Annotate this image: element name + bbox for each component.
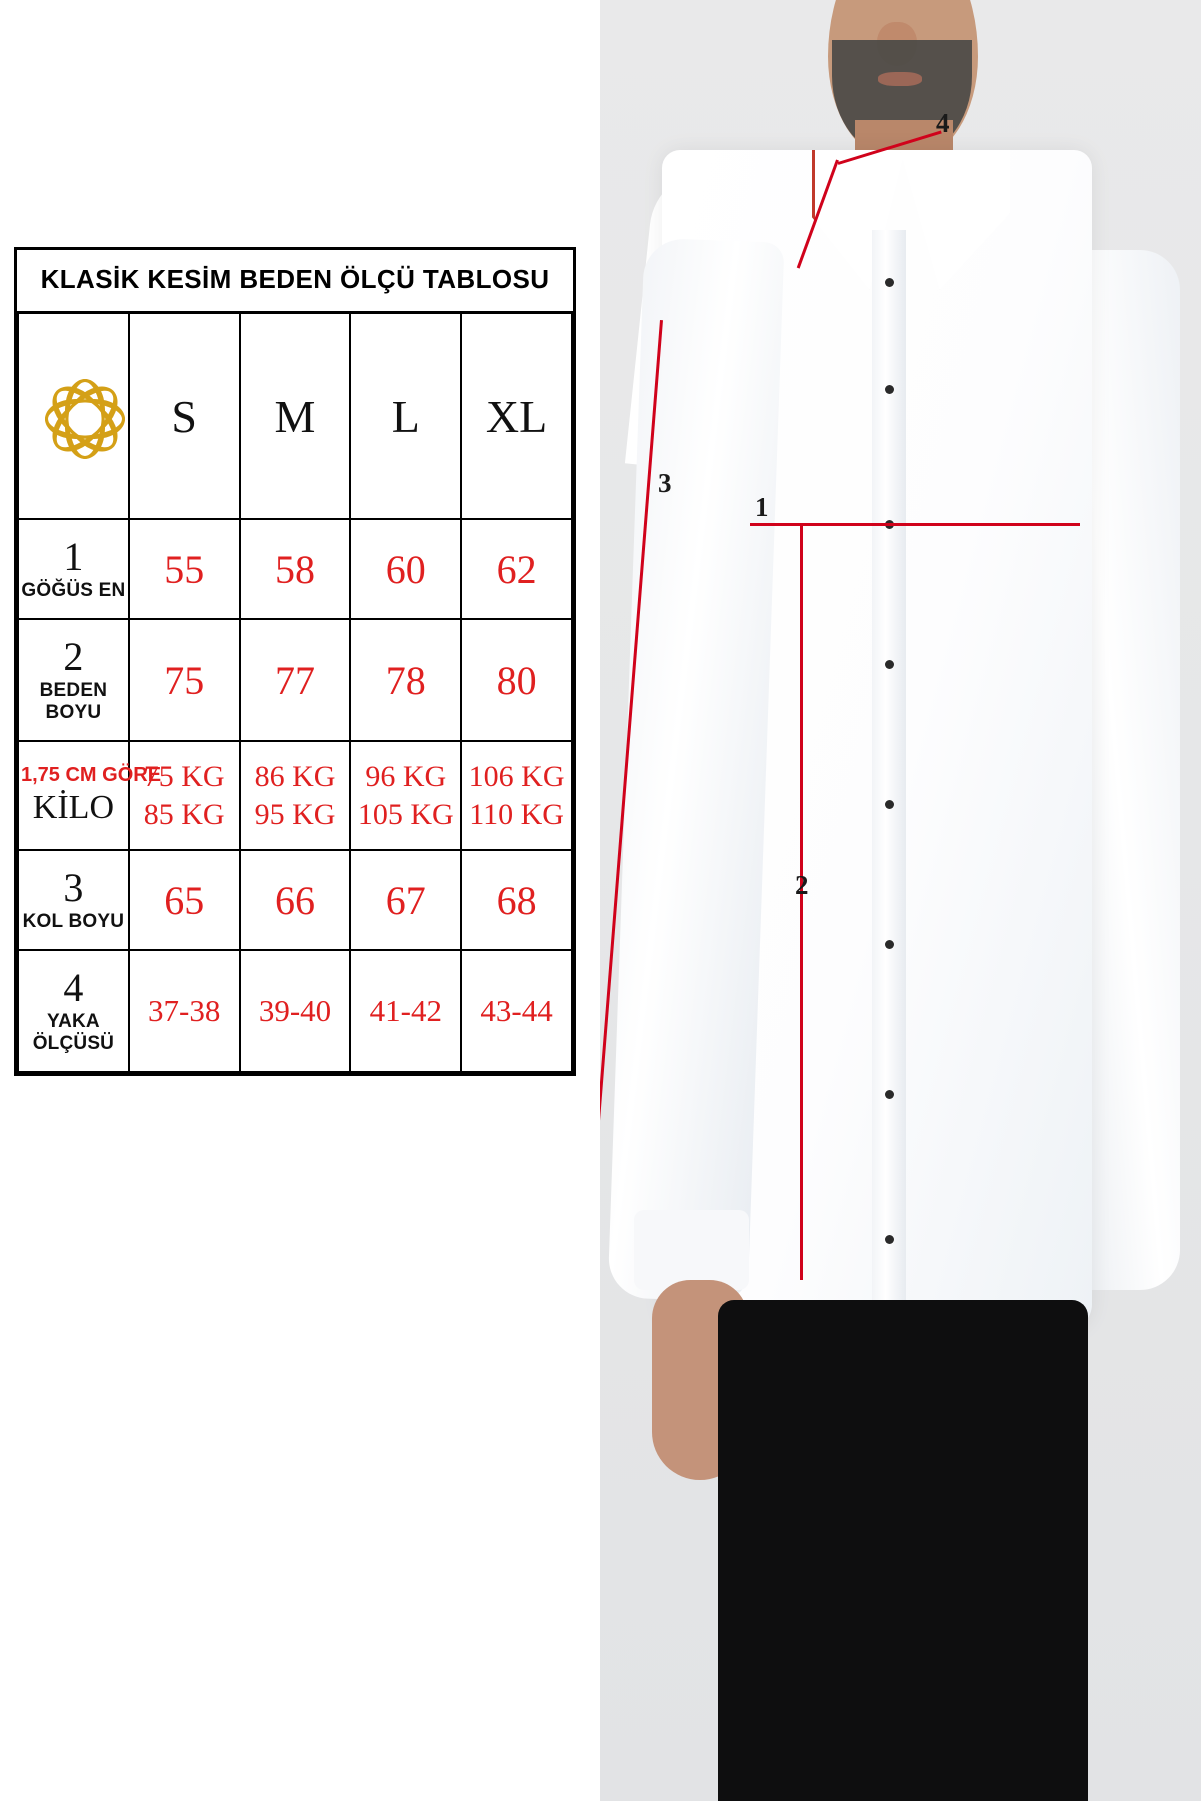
cell-length-s: 75 (129, 619, 240, 741)
row-number: 1 (63, 534, 84, 579)
shirt-button (885, 940, 894, 949)
cell-weight-xl-max: 110 KG (469, 797, 564, 831)
cell-weight-m (240, 741, 351, 850)
row-number: 3 (63, 865, 84, 910)
column-header-xl: XL (461, 313, 572, 520)
row-header-weight (18, 741, 162, 850)
cell-length-xl: 80 (461, 619, 572, 741)
size-chart-table (17, 250, 573, 1073)
cell-length-l: 78 (350, 619, 461, 741)
model-trousers (718, 1300, 1088, 1801)
cell-weight-s-min: 75 KG (143, 760, 225, 793)
cell-weight-l-min: 96 KG (365, 760, 447, 793)
row-number: 1,75 CM GÖRE (21, 764, 162, 786)
cell-weight-l-max: 105 KG (357, 797, 454, 831)
table-row (18, 741, 572, 850)
shirt-button (885, 800, 894, 809)
shirt-cuff-left (634, 1210, 749, 1290)
table-header-row (18, 313, 572, 520)
row-label: BEDEN BOYU (39, 680, 108, 723)
column-header-m: M (240, 313, 351, 520)
table-row (18, 850, 572, 950)
cell-length-m: 77 (240, 619, 351, 741)
cell-weight-m-min: 86 KG (254, 760, 336, 793)
model-photo (600, 0, 1201, 1801)
row-number: 2 (63, 634, 84, 679)
cell-chest-xl: 62 (461, 519, 572, 619)
measure-label-1: 1 (755, 492, 769, 522)
measure-label-3: 3 (658, 468, 672, 498)
cell-sleeve-xl: 68 (461, 850, 572, 950)
model-lips (878, 72, 922, 86)
measure-line-2-length (800, 525, 803, 1280)
shirt-button (885, 278, 894, 287)
row-label: KOL BOYU (22, 911, 125, 932)
measure-label-4: 4 (936, 108, 950, 138)
cell-chest-l: 60 (350, 519, 461, 619)
cell-collar-xl: 43-44 (461, 950, 572, 1072)
page-title: KLASİK KESİM BEDEN ÖLÇÜ TABLOSU (18, 250, 572, 313)
cell-chest-s: 55 (129, 519, 240, 619)
cell-weight-xl-min: 106 KG (468, 760, 565, 793)
row-header-sleeve-length (18, 850, 129, 950)
table-row (18, 519, 572, 619)
cell-weight-xl (461, 741, 572, 850)
brand-flower-logo (18, 313, 129, 520)
row-header-collar-size (18, 950, 129, 1072)
cell-sleeve-m: 66 (240, 850, 351, 950)
table-row (18, 950, 572, 1072)
cell-weight-s (129, 741, 240, 850)
shirt-button (885, 1235, 894, 1244)
shirt-button (885, 1090, 894, 1099)
cell-sleeve-s: 65 (129, 850, 240, 950)
row-label: GÖĞÜS EN (21, 580, 126, 601)
cell-collar-s: 37-38 (129, 950, 240, 1072)
cell-weight-s-max: 85 KG (143, 797, 225, 831)
row-label: KİLO (32, 789, 114, 826)
logo-shape (23, 341, 141, 491)
table-title-row (18, 250, 572, 313)
cell-sleeve-l: 67 (350, 850, 461, 950)
cell-weight-m-max: 95 KG (254, 797, 336, 831)
shirt-button (885, 385, 894, 394)
cell-collar-l: 41-42 (350, 950, 461, 1072)
size-chart (14, 247, 576, 1076)
row-number: 4 (63, 965, 84, 1010)
measure-label-2: 2 (795, 870, 809, 900)
table-row (18, 619, 572, 741)
column-header-l: L (350, 313, 461, 520)
cell-collar-m: 39-40 (240, 950, 351, 1072)
shirt-button (885, 660, 894, 669)
row-header-body-length (18, 619, 129, 741)
cell-weight-l (350, 741, 461, 850)
column-header-s: S (129, 313, 240, 520)
row-label: YAKA ÖLÇÜSÜ (32, 1011, 115, 1054)
row-header-chest-width (18, 519, 129, 619)
cell-chest-m: 58 (240, 519, 351, 619)
